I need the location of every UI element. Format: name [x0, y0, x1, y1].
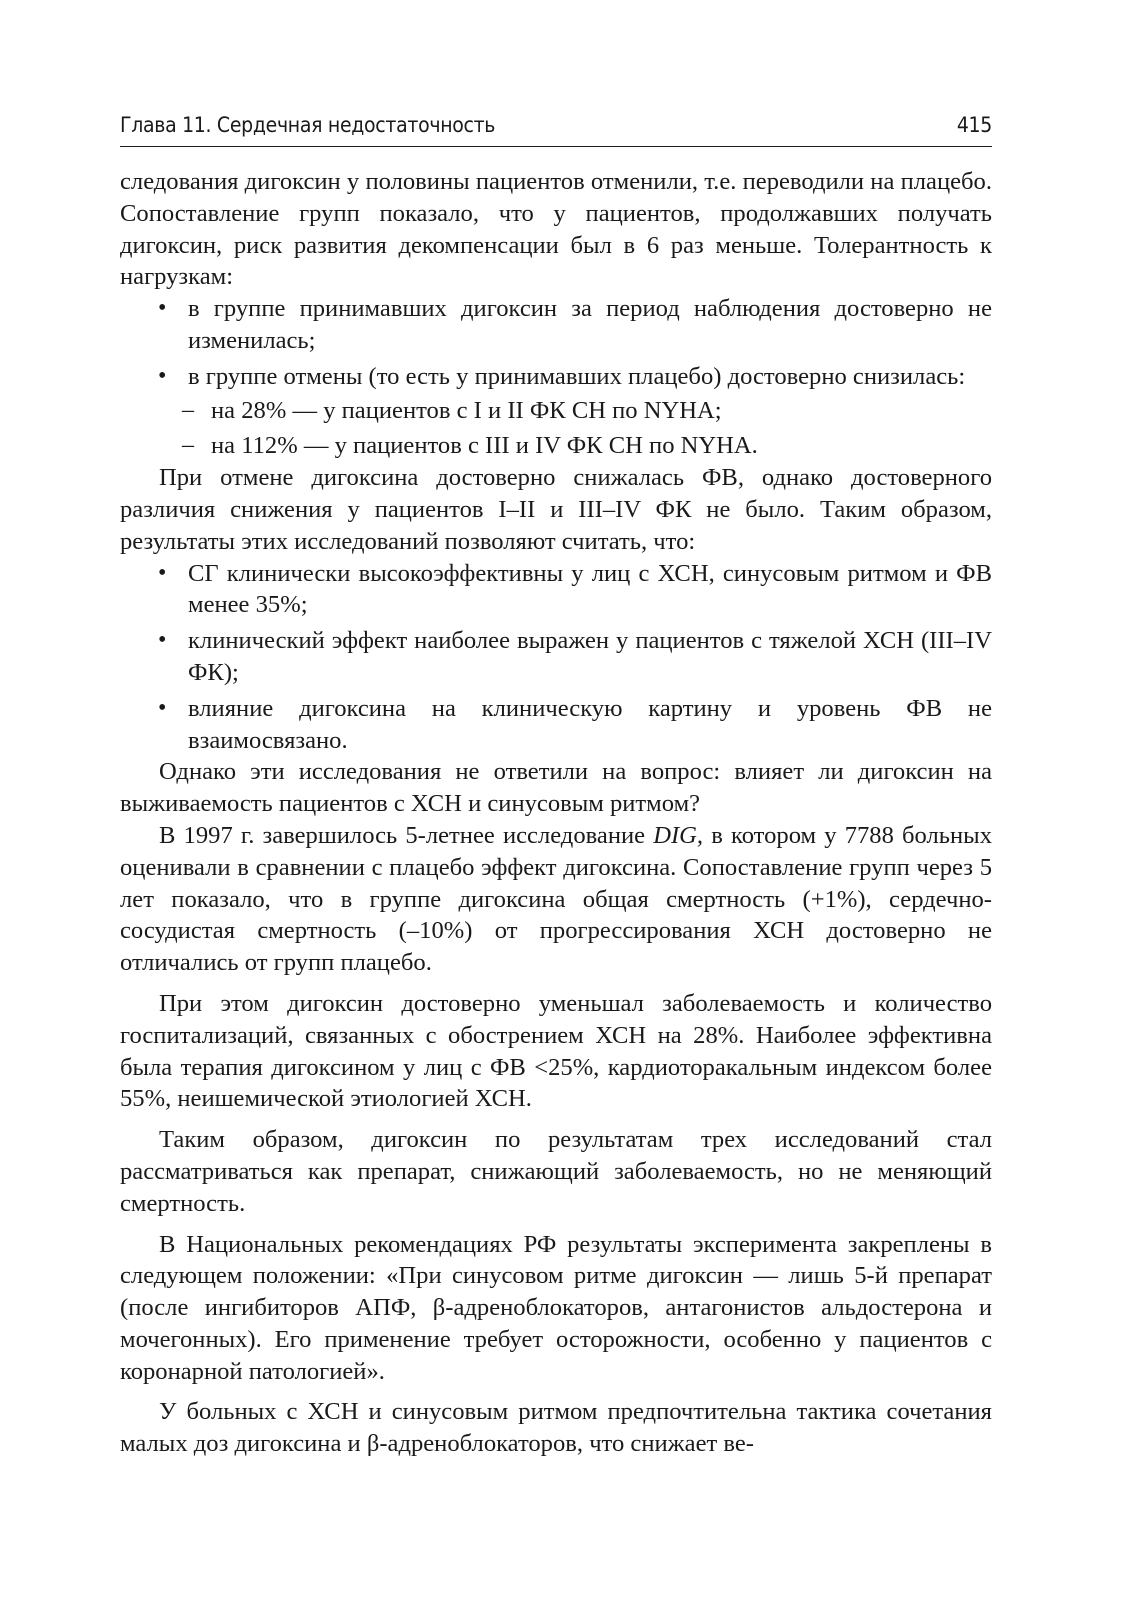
paragraph: У больных с ХСН и синусовым ритмом предпочтительна тактика сочетания малых доз дигоксина и β-адреноблокаторов, что снижает ве-: [120, 1398, 992, 1458]
conclusions-list: [120, 558, 992, 757]
paragraph: В Национальных рекомендациях РФ результаты эксперимента закреплены в следующем положении: «При синусовом ритме дигоксин — лишь 5-й препарат (после ингибиторов АПФ, β-адреноблокаторов, антагонистов альдостерона и мочегонных). Его применение требует осторожности, особенно у пациентов с коронарной патологией».: [120, 1230, 992, 1385]
paragraph-continuation: следования дигоксин у половины пациентов отменили, т.е. переводили на плацебо. Сопоставление групп показало, что у пациентов, продолжавших получать дигоксин, риск развития декомпенсации был в 6 раз меньше. Толерантность к нагрузкам:: [120, 168, 992, 291]
chapter-title: Глава 11. Сердечная недостаточность: [120, 113, 496, 137]
paragraph-dig-trial: [120, 820, 992, 979]
sub-list-item: – на 28% — у пациентов с I и II ФК СН по NYHA;: [211, 395, 992, 427]
sub-list: [188, 395, 992, 463]
text-run: в котором у 7788 больных оценивали в сравнении с плацебо эффект дигоксина. Сопоставление групп через 5 лет показало, что в группе дигоксина общая смертность (+1%), сердечно-сосудистая смертность (–10%) от прогрессирования ХСН достоверно не отличались от групп плацебо.: [120, 821, 992, 977]
list-item: [188, 361, 992, 462]
list-item: • в группе принимавших дигоксин за период наблюдения достоверно не изменилась;: [188, 293, 992, 357]
paragraph: Однако эти исследования не ответили на вопрос: влияет ли дигоксин на выживаемость пациентов с ХСН и синусовым ритмом?: [120, 758, 992, 818]
page-body: [120, 166, 992, 1460]
paragraph: Таким образом, дигоксин по результатам трех исследований стал рассматриваться как препарат, снижающий заболеваемость, но не меняющий смертность.: [120, 1126, 992, 1217]
paragraph: При этом дигоксин достоверно уменьшал заболеваемость и количество госпитализаций, связанных с обострением ХСН на 28%. Наиболее эффективна была терапия дигоксином у лиц с ФВ <25%, кардиоторакальным индексом более 55%, неишемической этиологией ХСН.: [120, 989, 992, 1113]
page-number: 415: [956, 113, 992, 137]
list-item: • СГ клинически высокоэффективны у лиц с ХСН, синусовым ритмом и ФВ менее 35%;: [188, 558, 992, 622]
list-item: • клинический эффект наиболее выражен у пациентов с тяжелой ХСН (III–IV ФК);: [188, 625, 992, 689]
running-header: [120, 112, 992, 147]
tolerance-list: [120, 293, 992, 462]
paragraph: При отмене дигоксина достоверно снижалась ФВ, однако достоверного различия снижения у пациентов I–II и III–IV ФК не было. Таким образом, результаты этих исследований позволяют считать, что:: [120, 464, 992, 555]
list-item: • влияние дигоксина на клиническую картину и уровень ФВ не взаимосвязано.: [188, 693, 992, 757]
text-run: В 1997 г. завершилось 5-летнее исследование: [159, 821, 654, 849]
trial-name: DIG,: [653, 821, 704, 849]
list-item-text: в группе отмены (то есть у принимавших плацебо) достоверно снизилась:: [188, 362, 966, 390]
sub-list-item: – на 112% — у пациентов с III и IV ФК СН по NYHA.: [211, 430, 992, 462]
